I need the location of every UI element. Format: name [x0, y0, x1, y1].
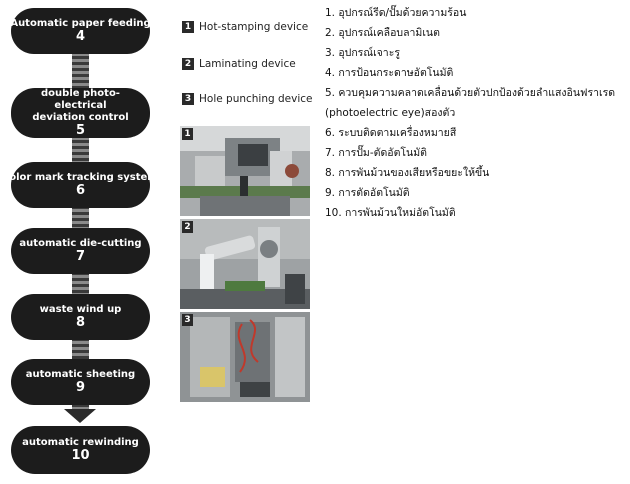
step-label: automatic die-cutting	[19, 238, 142, 249]
list-item: 9. การตัดอัตโนมัติ	[325, 187, 410, 199]
step-label: waste wind up	[39, 304, 122, 315]
step-number: 4	[75, 29, 86, 44]
list-item: 6. ระบบติดตามเครื่องหมายสี	[325, 127, 457, 139]
step-number: 10	[71, 448, 90, 463]
machine-photo-icon	[180, 219, 310, 309]
photo-tag: 3	[182, 314, 193, 326]
step-paper-feeding	[11, 8, 150, 54]
step-label: Automatic paper feeding	[10, 18, 151, 29]
step-label: double photo-electrical deviation control	[32, 88, 129, 123]
step-sheeting	[11, 359, 150, 405]
device-badge: 2	[182, 58, 194, 70]
step-rewinding	[11, 426, 150, 474]
photo-hole-punching	[180, 312, 310, 402]
photo-laminating	[180, 219, 310, 309]
step-label: automatic rewinding	[22, 437, 139, 448]
list-item: 1. อุปกรณ์รีด/ปั๊มด้วยความร้อน	[325, 7, 467, 19]
machine-photo-icon	[180, 126, 310, 216]
list-item: 7. การปั๊ม-ตัดอัตโนมัติ	[325, 147, 427, 159]
photo-tag: 2	[182, 221, 193, 233]
device-label: Hole punching device	[199, 93, 313, 105]
list-item: 2. อุปกรณ์เคลือบลามิเนต	[325, 27, 440, 39]
photo-hot-stamping	[180, 126, 310, 216]
step-die-cutting	[11, 228, 150, 274]
device-label: Hot-stamping device	[199, 21, 309, 33]
device-label: Laminating device	[199, 58, 296, 70]
step-waste-wind-up	[11, 294, 150, 340]
list-item: 4. การป้อนกระดาษอัตโนมัติ	[325, 67, 454, 79]
step-label: automatic sheeting	[25, 369, 136, 380]
machine-photo-icon	[180, 312, 310, 402]
flow-arrowhead	[64, 409, 96, 423]
list-item: 5. ควบคุมความคลาดเคลื่อนด้วยตัวปกป้องด้วยลำแสงอินฟราเรด	[325, 87, 616, 99]
step-number: 6	[75, 183, 86, 198]
list-item: 8. การพันม้วนของเสียหรือขยะให้ขึ้น	[325, 167, 490, 179]
flow-connector	[72, 20, 89, 415]
step-number: 7	[75, 249, 86, 264]
step-label: color mark tracking system	[3, 172, 158, 183]
photo-tag: 1	[182, 128, 193, 140]
device-badge: 3	[182, 93, 194, 105]
step-color-mark-tracking	[3, 162, 158, 208]
list-item: (photoelectric eye)สองตัว	[325, 107, 456, 119]
device-laminating	[182, 57, 296, 71]
thai-description-list	[325, 3, 625, 223]
step-number: 5	[75, 123, 86, 138]
step-number: 9	[75, 380, 86, 395]
step-number: 8	[75, 315, 86, 330]
device-hot-stamping	[182, 20, 308, 34]
device-badge: 1	[182, 21, 194, 33]
device-hole-punching	[182, 92, 313, 106]
list-item: 3. อุปกรณ์เจาะรู	[325, 47, 400, 59]
list-item: 10. การพันม้วนใหม่อัตโนมัติ	[325, 207, 456, 219]
step-deviation-control	[11, 88, 150, 138]
